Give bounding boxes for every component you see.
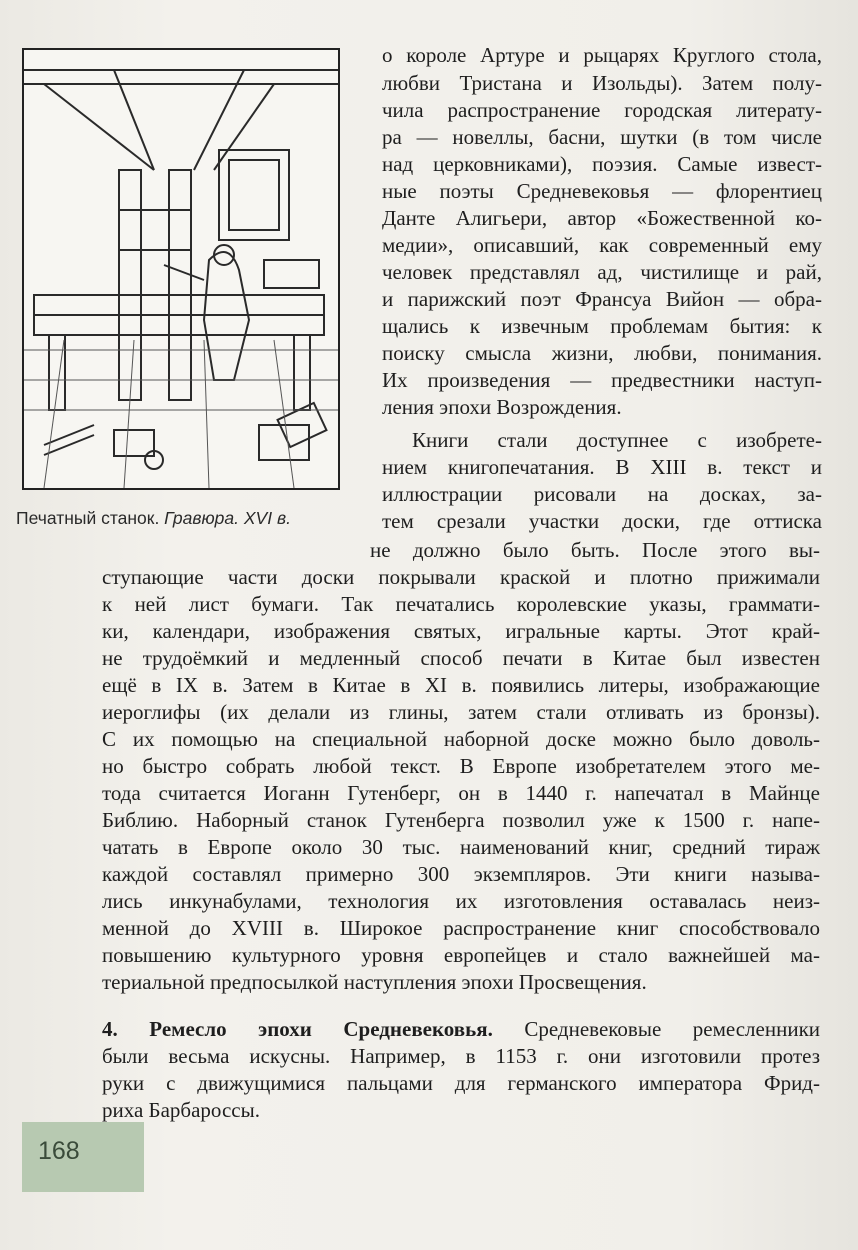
text-line: Книги стали доступнее с изобрете- — [412, 428, 822, 452]
text-line: любви Тристана и Изольды). Затем полу- — [382, 71, 822, 95]
text-line: ра — новеллы, басни, шутки (в том числе — [382, 125, 822, 149]
text-line: поиску смысла жизни, любви, понимания. — [382, 341, 822, 365]
text-line: и парижский поэт Франсуа Вийон — обра- — [382, 287, 822, 311]
text-line: териальной предпосылкой наступления эпохи Просвещения. — [102, 970, 647, 994]
caption-italic: Гравюра. XVI в. — [164, 508, 291, 528]
text-line: чатать в Европе около 30 тыс. наименований книг, средний тираж — [102, 835, 820, 859]
text-line: тем срезали участки доски, где оттиска — [382, 509, 822, 533]
text-line: Их произведения — предвестники наступ- — [382, 368, 822, 392]
text-line: нием книгопечатания. В XIII в. текст и — [382, 455, 822, 479]
text-line: медии», описавший, как современный ему — [382, 233, 822, 257]
text-line: иероглифы (их делали из глины, затем стали отливать из бронзы). — [102, 700, 820, 724]
text-line: не трудоёмкий и медленный способ печати в Китае был известен — [102, 646, 820, 670]
section-first-rest: Средневековые ремесленники — [492, 1017, 821, 1041]
text-line: Данте Алигьери, автор «Божественной ко- — [382, 206, 822, 230]
text-line: иллюстрации рисовали на досках, за- — [382, 482, 822, 506]
text-line: ные поэты Средневековья — флорентиец — [382, 179, 822, 203]
text-line: человек представлял ад, чистилище и рай, — [382, 260, 822, 284]
text-line: Библию. Наборный станок Гутенберга позволил уже к 1500 г. напе- — [102, 808, 820, 832]
text-line: к ней лист бумаги. Так печатались королевские указы, граммати- — [102, 592, 820, 616]
text-line: чила распространение городская литерату- — [382, 98, 822, 122]
section-heading: 4. Ремесло эпохи Средневековья. — [102, 1017, 493, 1041]
section-first-line — [102, 1016, 820, 1042]
text-line: не должно было быть. После этого вы- — [370, 538, 820, 562]
text-line: повышению культурного уровня европейцев и стало важнейшей ма- — [102, 943, 820, 967]
text-line: риха Барбароссы. — [102, 1098, 260, 1122]
page-number: 168 — [38, 1137, 80, 1165]
text-line: лись инкунабулами, технология их изготовления оставалась неиз- — [102, 889, 820, 913]
text-line: тода считается Иоганн Гутенберг, он в 1440 г. напечатал в Майнце — [102, 781, 820, 805]
figure-caption — [16, 508, 346, 529]
text-line: щались к извечным проблемам бытия: к — [382, 314, 822, 338]
text-line: С их помощью на специальной наборной доске можно было доволь- — [102, 727, 820, 751]
text-line: над церковниками), поэзия. Самые извест- — [382, 152, 822, 176]
text-line: руки с движущимися пальцами для германского императора Фрид- — [102, 1071, 820, 1095]
text-line: каждой составлял примерно 300 экземпляров. Эти книги называ- — [102, 862, 820, 886]
text-line: о короле Артуре и рыцарях Круглого стола, — [382, 43, 822, 67]
text-line: менной до XVIII в. Широкое распространение книг способствовало — [102, 916, 820, 940]
text-line: были весьма искусны. Например, в 1153 г. они изготовили протез — [102, 1044, 820, 1068]
printing-press-engraving — [22, 48, 340, 490]
engraving-illustration — [24, 50, 338, 488]
text-line: ещё в IX в. Затем в Китае в XI в. появились литеры, изображающие — [102, 673, 820, 697]
text-line: ления эпохи Возрождения. — [382, 395, 622, 419]
text-line: но быстро собрать любой текст. В Европе изобретателем этого ме- — [102, 754, 820, 778]
caption-plain: Печатный станок. — [16, 508, 165, 528]
text-line: ступающие части доски покрывали краской и плотно прижимали — [102, 565, 820, 589]
text-line: ки, календари, изображения святых, игральные карты. Этот край- — [102, 619, 820, 643]
